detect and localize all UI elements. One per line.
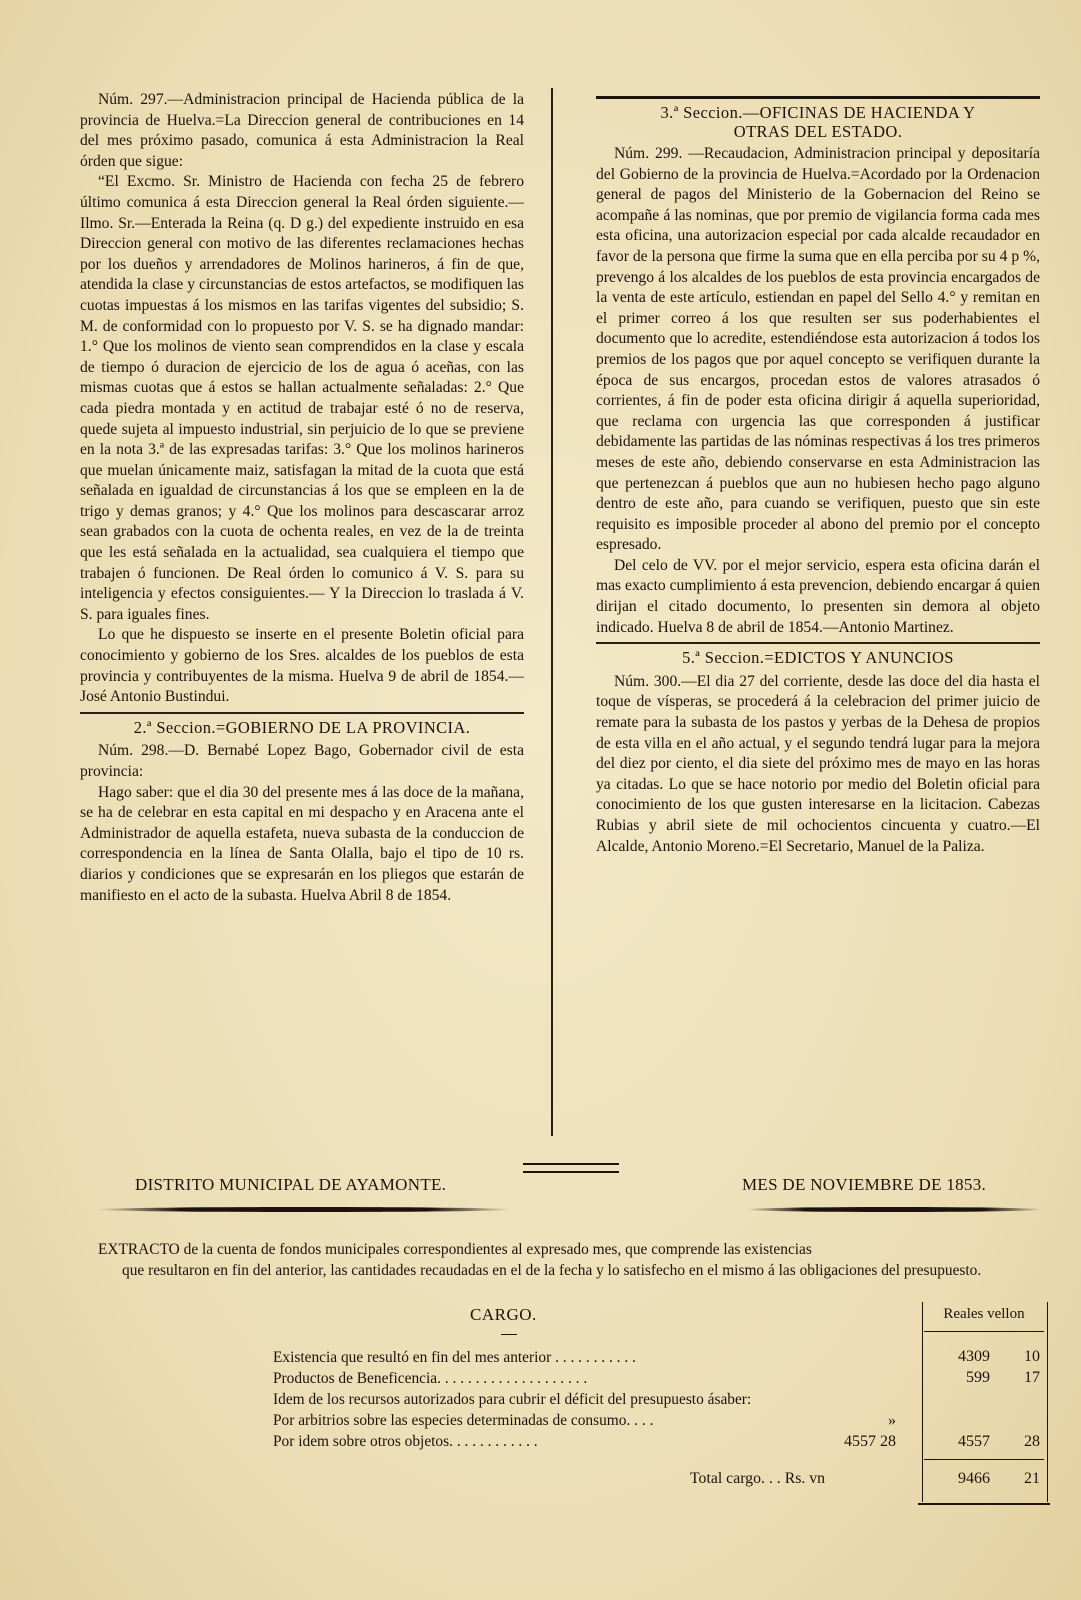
cargo-row xyxy=(273,1391,751,1409)
cargo-heading: CARGO. xyxy=(470,1305,537,1324)
row-label: Por arbitrios sobre las especies determinadas de consumo. xyxy=(273,1412,631,1429)
amount-cents: 10 xyxy=(1024,1348,1040,1365)
currency-unit: Rs. vn xyxy=(784,1470,826,1487)
row-label: Por idem sobre otros objetos. xyxy=(273,1433,453,1450)
ornamental-rule xyxy=(97,1207,512,1212)
section-divider xyxy=(596,642,1040,644)
amount-reales: 599 xyxy=(966,1369,990,1386)
right-column xyxy=(596,92,1040,857)
cargo-row xyxy=(273,1433,538,1451)
left-column xyxy=(80,90,524,906)
dot-leaders: . . . xyxy=(634,1412,654,1429)
notice-299-closing: Del celo de VV. por el mejor servicio, espera esta oficina darán el mas exacto cumplimiento á esta prevencion, debiendo encargar á quien dirijan el citado documento, lo presenten sin demora al objeto indicado. Huelva 8 de abril de 1854.—Antonio Martinez. xyxy=(596,556,1040,636)
extract-description xyxy=(98,1240,1050,1281)
notice-299-body: Núm. 299. —Recaudacion, Administracion principal y depositaría del Gobierno de la provincia de Huelva.=Acordado por la Ordenacion general de pagos del Ministerio de la Gobernacion del Reino se acompañe á las nominas, que por premio de vigilancia forma cada mes esta oficina, una autorizacion especial por cada alcalde recaudador en favor de la persona que firme la suma que en ella perciba por su 4 p %, prevengo á los alcaldes de los pueblos de esta provincia encargados de la venta de este artículo, estiendan en papel del Sello 4.° y remitan en el primer correo á los que resulten ser sus poderhabientes el documento que lo acredite, estendiéndose esta autorizacion á todos los premios de los pagos que por aquel concepto se verifiquen durante la época de sus encargos, procedan estos de valores atrasados ó corrientes, á fin de poder esta oficina dirigir á aquella superioridad, que reclama con urgencia las que corresponden á justificar debidamente las partidas de las nóminas respectivas á los tres primeros meses de este año, debiendo conservarse en esta Administracion las que pertenezcan á pueblos que aun no hubiesen hecho pago alguno dentro de este año, para cuando se verifiquen, puesto que sin este requisito es imposible proceder al abono del premio por el concepto espresado. xyxy=(596,145,1040,554)
dot-leaders: . . xyxy=(768,1470,781,1487)
footer-rule xyxy=(918,1503,1050,1505)
section-divider xyxy=(80,712,524,714)
extract-line-1: EXTRACTO de la cuenta de fondos municipales correspondientes al expresado mes, que comprende las existencias xyxy=(98,1241,812,1258)
section-5-heading: 5.ª Seccion.=EDICTOS Y ANUNCIOS xyxy=(682,648,954,668)
section-3-heading-line2: OTRAS DEL ESTADO. xyxy=(733,122,903,141)
total-label: Total cargo. xyxy=(690,1470,765,1487)
double-rule xyxy=(523,1163,619,1173)
section-divider xyxy=(596,96,1040,99)
amount-reales: 4557 xyxy=(958,1433,990,1450)
row-label: Productos de Beneficencia. xyxy=(273,1370,441,1387)
cargo-row xyxy=(273,1412,653,1430)
section-2-heading: 2.ª Seccion.=GOBIERNO DE LA PROVINCIA. xyxy=(133,717,471,737)
cargo-row xyxy=(273,1370,587,1388)
section-3-heading xyxy=(596,103,1040,141)
total-cargo-row xyxy=(690,1470,825,1488)
total-cents: 21 xyxy=(1024,1470,1040,1487)
amount-cents: 28 xyxy=(1024,1433,1040,1450)
amount-cents: 17 xyxy=(1024,1369,1040,1386)
month-title: MES DE NOVIEMBRE DE 1853. xyxy=(742,1175,987,1194)
notice-298-body: Hago saber: que el dia 30 del presente mes á las doce de la mañana, se ha de celebrar en esta capital en mi despacho y en Aracena ante el Administrador de aquella estafeta, nueva subasta de la conduccion de correspondencia en la línea de Santa Olalla, bajo el tipo de 10 rs. diarios y condiciones que se expresarán en los pliegos que estarán de manifiesto en el acto de la subasta. Huelva Abril 8 de 1854. xyxy=(80,783,524,904)
section-3-heading-line1: 3.ª Seccion.—OFICINAS DE HACIENDA Y xyxy=(660,103,976,122)
notice-297-royal-order: “El Excmo. Sr. Ministro de Hacienda con fecha 25 de febrero último comunica á esta Direccion general la Real órden siguiente.—Ilmo. Sr.—Enterada la Reina (q. D g.) del expediente instruido en esa Direccion general con motivo de las diferentes reclamaciones hechas por los dueños y arrendadores de Molinos harineros, á fin de que, atendida la clase y circunstancias de estos artefactos, se modifiquen las cuotas impuestas á los mismos en las tarifas vigentes del subsidio; S. M. de conformidad con lo propuesto por V. S. se ha dignado mandar: 1.° Que los molinos de viento sean comprendidos en la clase y escala de tiempo ó duracion de ejercicio de los de agua ó aceñas, con las mismas cuotas que á estos se hallan actualmente señaladas: 2.° Que cada piedra montada y en actitud de trabajar esté ó no de reserva, quede sujeta al impuesto industrial, sin perjuicio de lo que se previene en la nota 3.ª de las expresadas tarifas: 3.° Que los molinos harineros que muelan únicamente maiz, satisfagan la mitad de la cuota que está señalada en igualdad de circunstancias á los que se empleen en la de trigo y demas granos; y 4.° Que los molinos para descascarar arroz sean grabados con la cuota de ochenta reales, en vez de la de treinta que les está señalada en la actualidad, sea cualquiera el tiempo que trabajen ó funcionen. De Real órden lo comunico á V. S. para su inteligencia y efectos consiguientes.— Y la Direccion lo traslada á V. S. para iguales fines. xyxy=(80,173,524,623)
total-rule xyxy=(924,1459,1044,1460)
row-label: Idem de los recursos autorizados para cubrir el déficit del presupuesto ásaber: xyxy=(273,1391,752,1408)
row-label: Existencia que resultó en fin del mes anterior xyxy=(273,1349,552,1366)
dot-leaders: . . . . . . . . . . . . . . . . . . . xyxy=(444,1370,588,1387)
dot-leaders: . . . . . . . . . . . xyxy=(555,1349,636,1366)
sub-amount: » xyxy=(888,1412,896,1429)
heading-dash xyxy=(501,1334,517,1335)
notice-297-intro: Núm. 297.—Administracion principal de Hacienda pública de la provincia de Huelva.=La Direccion general de contribuciones en 14 del mes próximo pasado, comunica á esta Administracion la Real órden que sigue: xyxy=(80,91,524,170)
column-divider xyxy=(551,88,553,1136)
column-header: Reales vellon xyxy=(943,1306,1025,1322)
total-reales: 9466 xyxy=(958,1470,990,1487)
ornamental-rule xyxy=(745,1207,1043,1212)
notice-297-closing: Lo que he dispuesto se inserte en el presente Boletin oficial para conocimiento y gobierno de los Sres. alcaldes de los pueblos de esta provincia y contribuyentes de la misma. Huelva 9 de abril de 1854.— José Antonio Bustindui. xyxy=(80,626,524,706)
district-title: DISTRITO MUNICIPAL DE AYAMONTE. xyxy=(135,1175,447,1194)
cargo-row xyxy=(273,1349,636,1367)
notice-298-intro: Núm. 298.—D. Bernabé Lopez Bago, Gobernador civil de esta provincia: xyxy=(80,742,524,780)
header-rule xyxy=(924,1331,1044,1332)
dot-leaders: . . . . . . . . . . . xyxy=(456,1433,538,1450)
extract-line-rest: que resultaron en fin del anterior, las cantidades recaudadas en el de la fecha y lo satisfecho en el mismo á las obligaciones del presupuesto. xyxy=(122,1261,982,1279)
amount-reales: 4309 xyxy=(958,1348,990,1365)
notice-300-body: Núm. 300.—El dia 27 del corriente, desde las doce del dia hasta el toque de vísperas, se procederá á la celebracion del primer juicio de remate para la subasta de los pastos y yerbas de la Dehesa de propios de esta villa en el año actual, y el segundo tendrá lugar para la mejora del diez por ciento, el dia siete del próximo mes de mayo en las horas ya citadas. Lo que se hace notorio por medio del Boletin oficial para conocimiento de los que gusten interesarse en la licitacion. Cabezas Rubias y abril siete de mil ochocientos cincuenta y cuatro.—El Alcalde, Antonio Moreno.=El Secretario, Manuel de la Paliza. xyxy=(596,672,1040,855)
sub-amount: 4557 28 xyxy=(844,1433,896,1450)
